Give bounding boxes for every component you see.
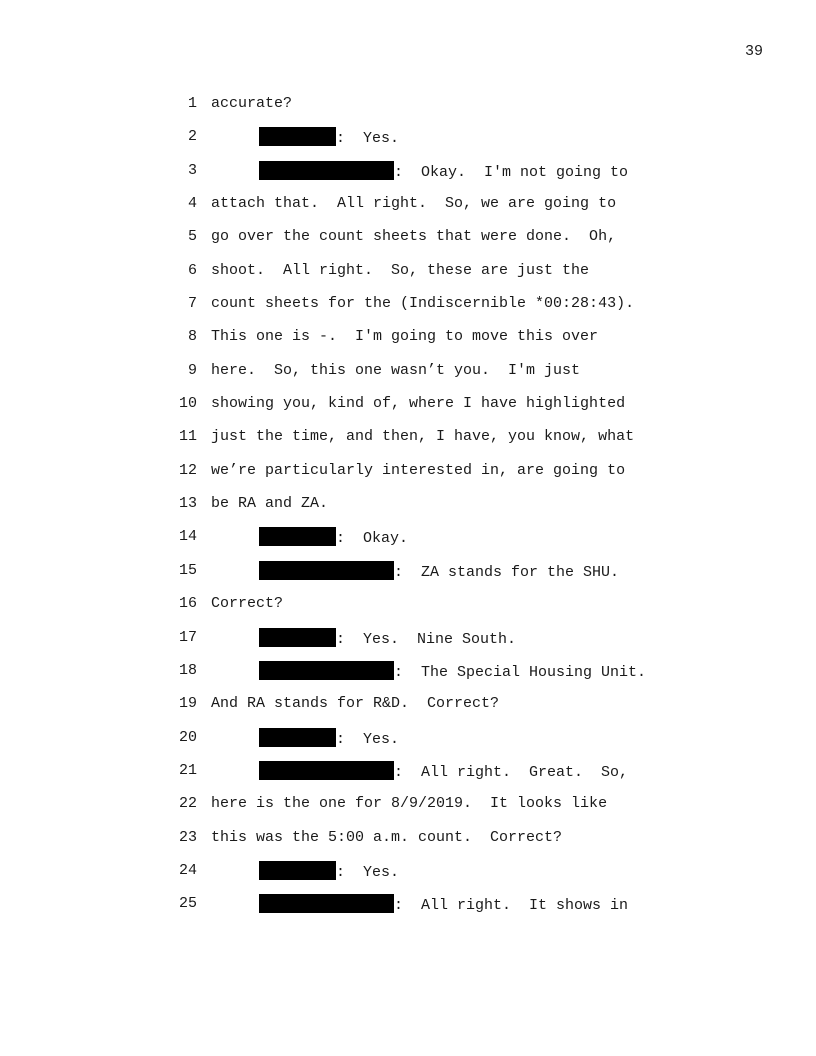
speaker-line-text [259, 161, 628, 183]
line-text [211, 594, 283, 614]
line-number: 21 [178, 761, 197, 779]
line-text [211, 327, 598, 347]
transcript-line [0, 861, 816, 894]
line-text [211, 294, 634, 314]
line-text [211, 694, 499, 714]
redacted-speaker-name [259, 628, 336, 647]
line-text [211, 194, 616, 214]
line-number: 9 [187, 361, 197, 379]
line-content: just the time, and then, I have, you know, what [211, 428, 635, 446]
line-content: : The Special Housing Unit. [394, 663, 647, 681]
speaker-line-text [259, 861, 399, 883]
line-content: : All right. Great. So, [394, 763, 629, 781]
line-content: be RA and ZA. [211, 495, 329, 513]
transcript-line [0, 127, 816, 160]
transcript-line [0, 194, 816, 227]
line-text [211, 94, 292, 114]
transcript-line [0, 327, 816, 360]
line-number: 13 [178, 495, 197, 513]
line-text [211, 227, 616, 247]
line-content: this was the 5:00 a.m. count. Correct? [211, 828, 563, 846]
line-text [211, 361, 580, 381]
transcript-line [0, 561, 816, 594]
speaker-line-text [259, 761, 628, 783]
line-number: 2 [187, 128, 197, 146]
line-number: 22 [178, 795, 197, 813]
line-content: accurate? [211, 95, 293, 112]
line-content: shoot. All right. So, these are just the [211, 261, 590, 279]
redacted-speaker-name [259, 761, 394, 780]
line-content: : All right. It shows in [394, 897, 629, 915]
transcript-line [0, 728, 816, 761]
line-content: here. So, this one wasn’t you. I'm just [211, 361, 581, 379]
transcript-line [0, 794, 816, 827]
line-number: 4 [187, 195, 197, 213]
transcript-line [0, 227, 816, 260]
transcript-line [0, 361, 816, 394]
line-content: go over the count sheets that were done. Oh, [211, 228, 617, 246]
line-number: 18 [178, 661, 197, 679]
redacted-speaker-name [259, 561, 394, 580]
redacted-speaker-name [259, 661, 394, 680]
line-number: 23 [178, 828, 197, 846]
transcript-line [0, 161, 816, 194]
redacted-speaker-name [259, 161, 394, 180]
redacted-speaker-name [259, 127, 336, 146]
transcript-line [0, 461, 816, 494]
transcript-line [0, 94, 816, 127]
transcript-line [0, 761, 816, 794]
speaker-line-text [259, 127, 399, 149]
redacted-speaker-name [259, 861, 336, 880]
transcript-line [0, 661, 816, 694]
transcript-line [0, 394, 816, 427]
line-content: : Yes. [336, 730, 400, 748]
transcript-line [0, 894, 816, 927]
line-text [211, 261, 589, 281]
line-content: : ZA stands for the SHU. [394, 563, 620, 581]
line-number: 17 [178, 628, 197, 646]
line-number: 20 [178, 728, 197, 746]
transcript-line [0, 594, 816, 627]
transcript-line [0, 261, 816, 294]
line-text [211, 494, 328, 514]
line-number: 12 [178, 461, 197, 479]
line-content: here is the one for 8/9/2019. It looks like [211, 795, 608, 813]
speaker-line-text [259, 728, 399, 750]
line-number: 11 [178, 428, 197, 446]
line-content: : Okay. [336, 530, 409, 548]
speaker-line-text [259, 661, 646, 683]
page-number: 39 [744, 43, 763, 60]
line-number: 16 [178, 595, 197, 613]
line-content: This one is -. I'm going to move this over [211, 328, 599, 346]
transcript-line [0, 294, 816, 327]
line-content: : Yes. Nine South. [336, 630, 517, 648]
speaker-line-text [259, 561, 619, 583]
line-number: 25 [178, 895, 197, 913]
line-content: : Yes. [336, 863, 400, 881]
line-content: Correct? [211, 595, 284, 613]
line-text [211, 394, 625, 414]
line-text [211, 794, 607, 814]
line-content: attach that. All right. So, we are going to [211, 195, 617, 213]
line-text [211, 461, 625, 481]
line-number: 5 [187, 228, 197, 246]
line-content: : Yes. [336, 130, 400, 148]
line-number: 15 [178, 561, 197, 579]
line-number: 19 [178, 695, 197, 713]
line-content: showing you, kind of, where I have highlighted [211, 395, 626, 413]
redacted-speaker-name [259, 728, 336, 747]
speaker-line-text [259, 894, 628, 916]
line-number: 7 [187, 295, 197, 313]
line-number: 14 [178, 528, 197, 546]
line-number: 10 [178, 395, 197, 413]
line-content: : Okay. I'm not going to [394, 163, 629, 181]
transcript-line [0, 527, 816, 560]
line-text [211, 828, 562, 848]
line-number: 8 [187, 328, 197, 346]
transcript-line [0, 427, 816, 460]
redacted-speaker-name [259, 894, 394, 913]
transcript-body [0, 94, 816, 928]
transcript-line [0, 828, 816, 861]
line-content: count sheets for the (Indiscernible *00:28:43). [211, 295, 635, 313]
speaker-line-text [259, 628, 516, 650]
line-content: And RA stands for R&D. Correct? [211, 695, 500, 713]
redacted-speaker-name [259, 527, 336, 546]
line-text [211, 427, 634, 447]
transcript-line [0, 694, 816, 727]
line-number: 3 [187, 161, 197, 179]
line-number: 6 [187, 261, 197, 279]
line-number: 24 [178, 861, 197, 879]
speaker-line-text [259, 527, 408, 549]
transcript-line [0, 494, 816, 527]
line-number: 1 [187, 95, 197, 112]
transcript-line [0, 628, 816, 661]
line-content: we’re particularly interested in, are going to [211, 461, 626, 479]
